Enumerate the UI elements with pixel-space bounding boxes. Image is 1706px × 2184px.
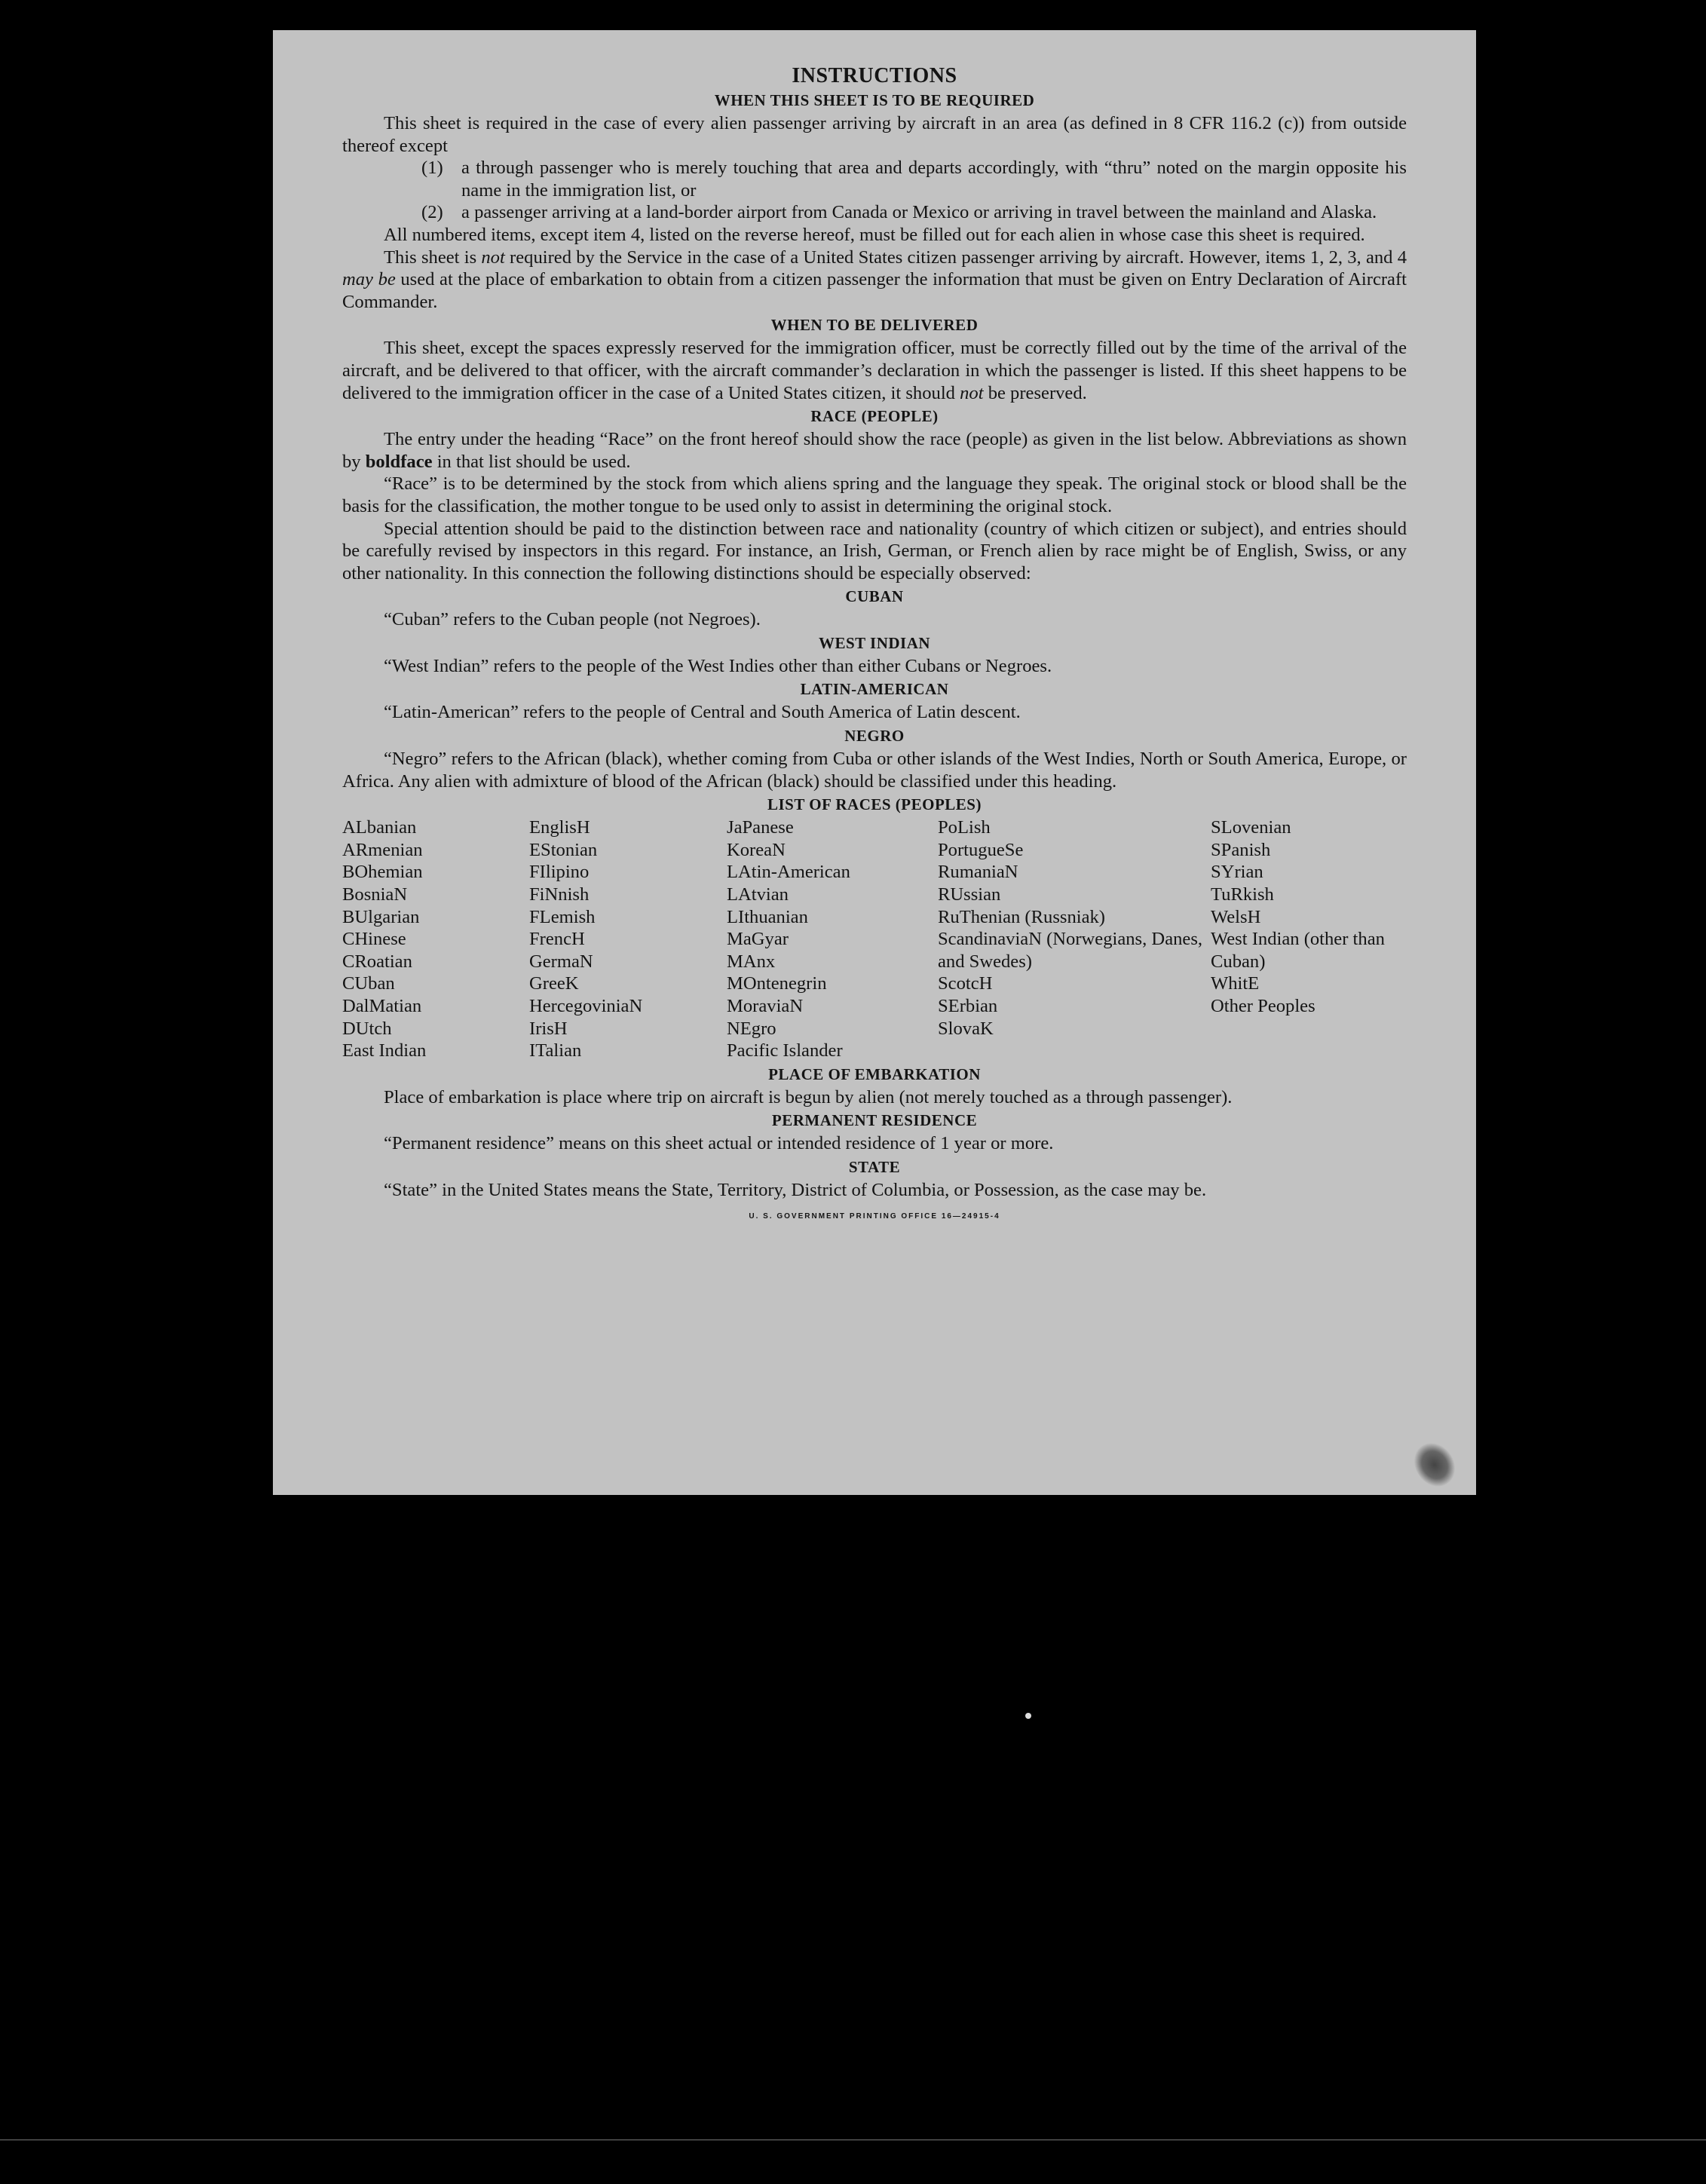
paragraph-embarkation: Place of embarkation is place where trip on aircraft is begun by alien (not merely touched as a through passenger). xyxy=(384,1086,1233,1107)
text-run: used at the place of embarkation to obtain from a citizen passenger the information that must be given on Entry Declaration of Aircraft Commander. xyxy=(342,269,1407,312)
paragraph-latin-american: “Latin-American” refers to the people of Central and South America of Latin descent. xyxy=(384,702,1021,723)
paragraph-cuban: “Cuban” refers to the Cuban people (not Negroes). xyxy=(384,609,761,630)
race-entry: PoLish xyxy=(938,817,991,838)
race-entry: JaPanese xyxy=(727,817,794,838)
race-entry: RUssian xyxy=(938,884,1001,905)
heading-state: STATE xyxy=(848,1157,901,1176)
races-column-5 xyxy=(1211,816,1399,1062)
race-entry: DUtch xyxy=(342,1018,392,1039)
paragraph-permanent-residence: “Permanent residence” means on this sheet actual or intended residence of 1 year or more. xyxy=(384,1133,1054,1154)
page-title: INSTRUCTIONS xyxy=(792,64,957,87)
race-entry: ScandinaviaN (Norwegians, Danes, and Swedes) xyxy=(938,929,1203,972)
race-entry: GreeK xyxy=(529,973,579,994)
paragraph-race-1 xyxy=(342,428,1407,473)
race-entry: RuThenian (Russniak) xyxy=(938,906,1105,927)
heading-permanent-residence: PERMANENT RESIDENCE xyxy=(771,1111,978,1130)
race-entry: IrisH xyxy=(529,1018,568,1039)
races-column-4 xyxy=(938,816,1211,1062)
emphasis-text: may be xyxy=(342,269,396,290)
paragraph-when-required-2: All numbered items, except item 4, listed on the reverse hereof, must be filled out for each alien in whose case this sheet is required. xyxy=(384,224,1365,245)
race-entry: LAtin-American xyxy=(727,862,850,883)
race-entry: WelsH xyxy=(1211,906,1261,927)
race-entry: East Indian xyxy=(342,1040,427,1061)
race-entry: MoraviaN xyxy=(727,996,804,1016)
race-entry: BosniaN xyxy=(342,884,408,905)
heading-cuban: CUBAN xyxy=(845,587,904,606)
item-number: (2) xyxy=(421,202,443,223)
item-text: a through passenger who is merely touching that area and departs accordingly, with “thru” noted on the margin opposite his name in the immigration list, or xyxy=(461,158,1407,201)
race-entry: SYrian xyxy=(1211,862,1263,883)
race-entry: SPanish xyxy=(1211,839,1271,860)
race-entry: Other Peoples xyxy=(1211,996,1315,1016)
race-entry: ITalian xyxy=(529,1040,582,1061)
race-entry: LIthuanian xyxy=(727,906,808,927)
race-entry: TuRkish xyxy=(1211,884,1274,905)
text-run: be preserved. xyxy=(983,382,1087,403)
scan-speck xyxy=(1025,1713,1031,1719)
race-entry: FLemish xyxy=(529,906,596,927)
race-entry: FIlipino xyxy=(529,862,590,883)
race-entry: BUlgarian xyxy=(342,906,420,927)
races-column-2 xyxy=(529,816,727,1062)
race-entry: CUban xyxy=(342,973,395,994)
heading-west-indian: WEST INDIAN xyxy=(818,633,931,652)
race-entry: ARmenian xyxy=(342,839,423,860)
paragraph-race-2: “Race” is to be determined by the stock from which aliens spring and the language they speak. The original stock or blood shall be the basis for the classification, the mother tongue to be used only to assist in determining the original stock. xyxy=(342,473,1407,516)
heading-when-required: WHEN THIS SHEET IS TO BE REQUIRED xyxy=(714,91,1035,109)
races-column-3 xyxy=(727,816,938,1062)
bold-text: boldface xyxy=(365,451,433,472)
item-number: (1) xyxy=(421,158,443,179)
text-run: This sheet is xyxy=(384,247,482,268)
printer-imprint: U. S. GOVERNMENT PRINTING OFFICE 16—24915-4 xyxy=(749,1211,1000,1221)
race-entry: West Indian (other than Cuban) xyxy=(1211,929,1385,972)
race-entry: PortugueSe xyxy=(938,839,1024,860)
race-entry: MOntenegrin xyxy=(727,973,827,994)
paragraph-state: “State” in the United States means the State, Territory, District of Columbia, or Possession, as the case may be. xyxy=(384,1179,1207,1200)
race-entry: MAnx xyxy=(727,951,776,972)
race-entry: WhitE xyxy=(1211,973,1260,994)
race-entry: ALbanian xyxy=(342,817,417,838)
heading-embarkation: PLACE OF EMBARKATION xyxy=(768,1064,981,1083)
exception-item-1 xyxy=(342,157,1407,201)
race-entry: ScotcH xyxy=(938,973,993,994)
heading-latin-american: LATIN-AMERICAN xyxy=(800,680,949,699)
race-entry: RumaniaN xyxy=(938,862,1018,883)
race-entry: CRoatian xyxy=(342,951,412,972)
race-entry: MaGyar xyxy=(727,929,789,950)
races-list xyxy=(342,816,1407,1062)
race-entry: NEgro xyxy=(727,1018,776,1039)
races-column-1 xyxy=(342,816,529,1062)
item-text: a passenger arriving at a land-border airport from Canada or Mexico or arriving in travel between the mainland and Alaska. xyxy=(461,202,1377,223)
heading-when-delivered: WHEN TO BE DELIVERED xyxy=(770,316,979,335)
race-entry: KoreaN xyxy=(727,839,786,860)
race-entry: SLovenian xyxy=(1211,817,1291,838)
text-run: The entry under the heading “Race” on the front hereof should show the race (people) as given in the list below. Abbreviations as shown by xyxy=(342,429,1407,472)
race-entry: LAtvian xyxy=(727,884,789,905)
paragraph-when-required-1: This sheet is required in the case of every alien passenger arriving by aircraft in an area (as defined in 8 CFR 116.2 (c)) from outside thereof except xyxy=(342,113,1407,156)
race-entry: FrencH xyxy=(529,929,585,950)
heading-list-of-races: LIST OF RACES (PEOPLES) xyxy=(767,795,982,814)
race-entry: HercegoviniaN xyxy=(529,996,643,1016)
exception-item-2 xyxy=(342,201,1407,224)
paragraph-when-delivered xyxy=(342,337,1407,404)
race-entry: DalMatian xyxy=(342,996,422,1016)
paragraph-race-3: Special attention should be paid to the distinction between race and nationality (country of which citizen or subject), and entries should be carefully revised by inspectors in this regard. For instance, an Irish, German, or French alien by race might be of English, Swiss, or any other nationality. In this connection the following distinctions should be especially observed: xyxy=(342,518,1407,584)
text-run: required by the Service in the case of a United States citizen passenger arriving by aircraft. However, items 1, 2, 3, and 4 xyxy=(504,247,1407,268)
race-entry: EnglisH xyxy=(529,817,590,838)
race-entry: Pacific Islander xyxy=(727,1040,843,1061)
ink-smudge xyxy=(1406,1435,1463,1494)
paragraph-west-indian: “West Indian” refers to the people of the West Indies other than either Cubans or Negroes. xyxy=(384,655,1052,676)
text-run: in that list should be used. xyxy=(432,451,631,472)
race-entry: GermaN xyxy=(529,951,593,972)
emphasis-text: not xyxy=(481,247,505,268)
heading-race: RACE (PEOPLE) xyxy=(810,407,939,426)
paragraph-when-required-3 xyxy=(342,247,1407,314)
instruction-sheet xyxy=(273,30,1476,1495)
paragraph-negro: “Negro” refers to the African (black), whether coming from Cuba or other islands of the West Indies, North or South America, Europe, or Africa. Any alien with admixture of blood of the African (black) should be classified under this heading. xyxy=(342,749,1407,792)
text-run: This sheet, except the spaces expressly reserved for the immigration officer, must be correctly filled out by the time of the arrival of the aircraft, and be delivered to that officer, with the aircraft commander’s declaration in which the passenger is listed. If this sheet happens to be delivered to the immigration officer in the case of a United States citizen, it should xyxy=(342,338,1407,403)
race-entry: SlovaK xyxy=(938,1018,994,1039)
race-entry: CHinese xyxy=(342,929,406,950)
race-entry: SErbian xyxy=(938,996,998,1016)
heading-negro: NEGRO xyxy=(844,727,905,746)
race-entry: EStonian xyxy=(529,839,598,860)
race-entry: BOhemian xyxy=(342,862,423,883)
emphasis-text: not xyxy=(960,382,984,403)
race-entry: FiNnish xyxy=(529,884,590,905)
